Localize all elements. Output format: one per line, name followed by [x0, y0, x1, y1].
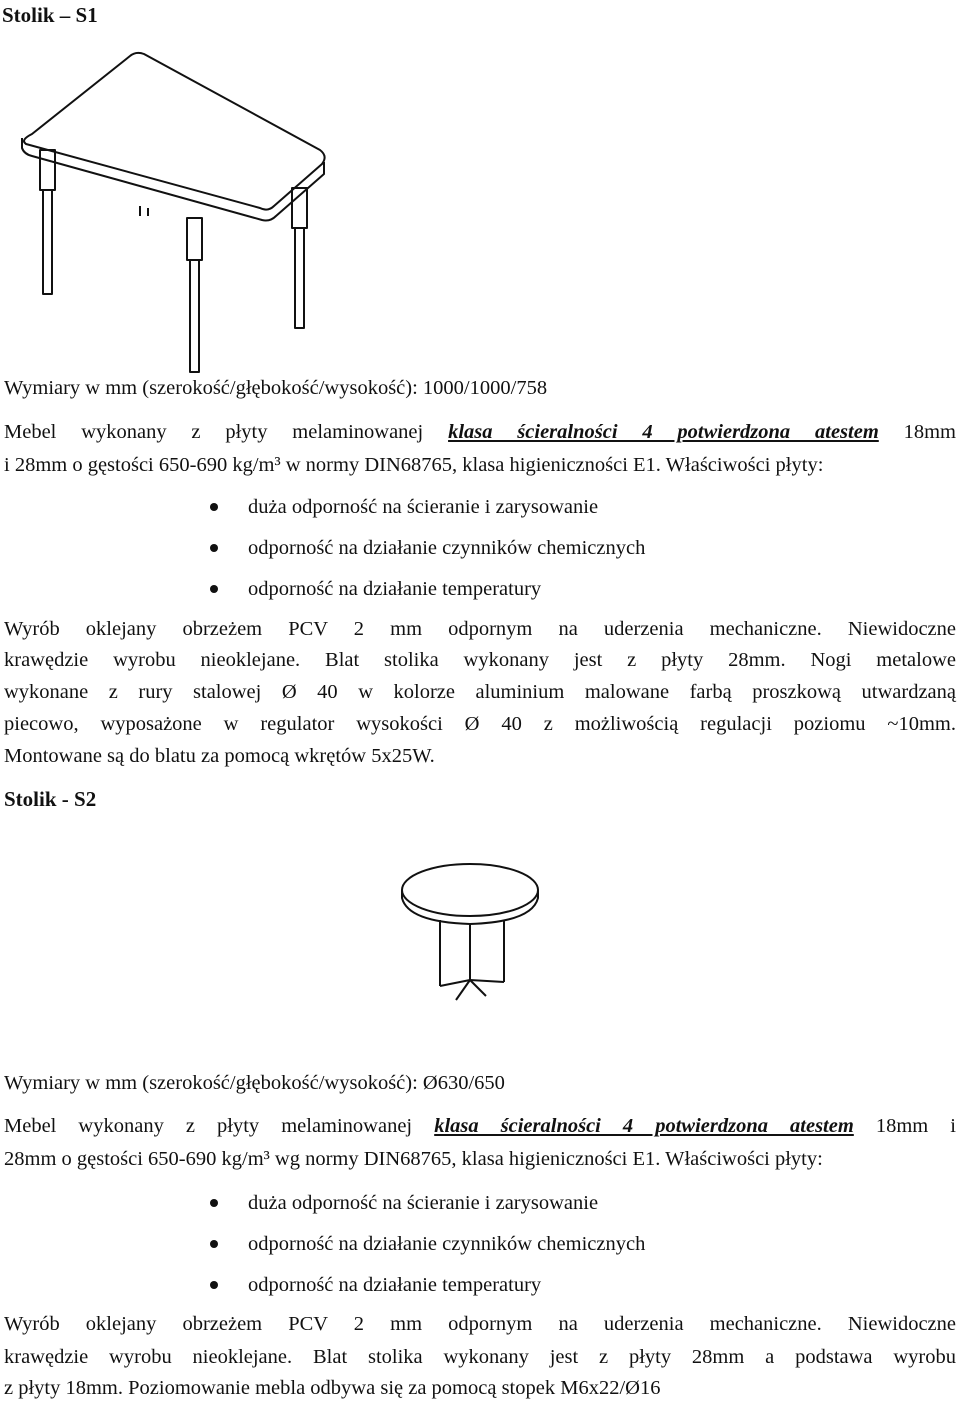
bullet-icon [210, 1240, 218, 1248]
s1-thickness: 18mm [903, 421, 957, 443]
s2-dimensions: Wymiary w mm (szerokość/głębokość/wysokość): Ø630/650 [4, 1072, 505, 1094]
s1-description-line: Wyrób oklejany obrzeżem PCV 2 mm odpornym na uderzenia mechaniczne. Niewidoczne [4, 618, 956, 640]
bullet-icon [210, 544, 218, 552]
bullet-icon [210, 503, 218, 511]
s1-description-line: piecowo, wyposażone w regulator wysokości Ø 40 z możliwością regulacji poziomu ~10mm. [4, 713, 956, 735]
list-item-text: duża odporność na ścieranie i zarysowanie [248, 496, 599, 518]
s1-abrasion-class: klasa ścieralności 4 potwierdzona atestem [448, 421, 879, 443]
bullet-icon [210, 1199, 218, 1207]
s1-dimensions: Wymiary w mm (szerokość/głębokość/wysokość): 1000/1000/758 [4, 377, 548, 399]
s2-material-line1 [4, 1111, 956, 1141]
list-item [210, 1229, 810, 1259]
list-item [210, 574, 810, 604]
bullet-icon [210, 1281, 218, 1289]
s2-abrasion-class: klasa ścieralności 4 potwierdzona atestem [434, 1115, 854, 1137]
s2-thickness: 18mm i [875, 1115, 956, 1137]
table-s1-illustration [12, 38, 332, 378]
bullet-icon [210, 585, 218, 593]
list-item-text: odporność na działanie temperatury [248, 578, 542, 600]
s2-title: Stolik - S2 [4, 787, 97, 811]
list-item-text: odporność na działanie czynników chemicznych [248, 537, 646, 559]
s1-description-line: wykonane z rury stalowej Ø 40 w kolorze aluminium malowane farbą proszkową utwardzaną [4, 681, 956, 703]
list-item-text: duża odporność na ścieranie i zarysowanie [248, 1192, 599, 1214]
list-item-text: odporność na działanie temperatury [248, 1274, 542, 1296]
s2-description-line: Wyrób oklejany obrzeżem PCV 2 mm odpornym na uderzenia mechaniczne. Niewidoczne [4, 1313, 956, 1335]
s1-material-line2: i 28mm o gęstości 650-690 kg/m³ w normy DIN68765, klasa higieniczności E1. Właściwości płyty: [4, 454, 824, 476]
s1-material-line1 [4, 417, 956, 447]
s1-description-line: Montowane są do blatu za pomocą wkrętów 5x25W. [4, 745, 435, 767]
s2-description-line: krawędzie wyrobu nieoklejane. Blat stolika wykonany jest z płyty 28mm a podstawa wyrobu [4, 1346, 956, 1368]
table-s2-illustration [398, 860, 548, 1010]
list-item [210, 1270, 810, 1300]
s1-description-line: krawędzie wyrobu nieoklejane. Blat stolika wykonany jest z płyty 28mm. Nogi metalowe [4, 649, 956, 671]
list-item [210, 533, 810, 563]
list-item [210, 492, 810, 522]
s2-material-text: Mebel wykonany z płyty melaminowanej [4, 1115, 413, 1137]
s1-material-text: Mebel wykonany z płyty melaminowanej [4, 421, 424, 443]
s1-title: Stolik – S1 [2, 3, 98, 27]
list-item-text: odporność na działanie czynników chemicznych [248, 1233, 646, 1255]
s2-description-line: z płyty 18mm. Poziomowanie mebla odbywa się za pomocą stopek M6x22/Ø16 [4, 1377, 661, 1399]
s2-material-line2: 28mm o gęstości 650-690 kg/m³ wg normy DIN68765, klasa higieniczności E1. Właściwości płyty: [4, 1148, 823, 1170]
list-item [210, 1188, 810, 1218]
